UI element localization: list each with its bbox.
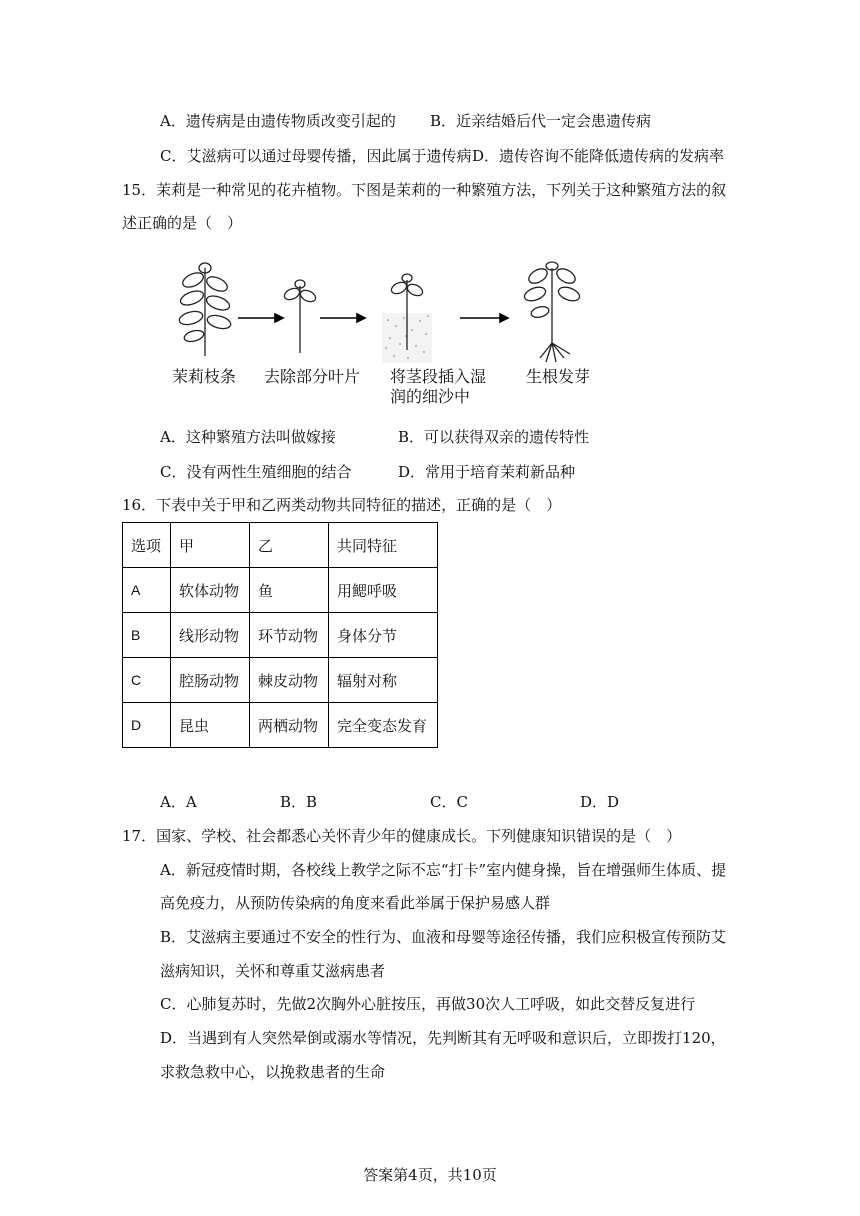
arrow-icon-1 [238, 314, 283, 322]
q17-option-c: C．心肺复苏时，先做2次胸外心脏按压，再做30次人工呼吸，如此交替反复进行 [160, 995, 696, 1013]
table-header-cell: 乙 [250, 523, 329, 568]
table-cell: 两栖动物 [250, 703, 329, 748]
table-cell: 昆虫 [171, 703, 250, 748]
q14-option-b: B．近亲结婚后代一定会患遗传病 [430, 112, 652, 130]
table-cell: 线形动物 [171, 613, 250, 658]
q15-option-c: C．没有两性生殖细胞的结合 [160, 463, 352, 481]
q16-option-d: D．D [580, 793, 620, 811]
figure-label-1: 茉莉枝条 [172, 367, 237, 386]
figure-label-3a: 将茎段插入湿 [390, 367, 487, 386]
q16-option-a: A．A [160, 793, 197, 811]
q15-option-a: A．这种繁殖方法叫做嫁接 [160, 428, 336, 446]
q16-option-c: C．C [430, 793, 468, 811]
q17-option-a-line1: A．新冠疫情时期，各校线上教学之际不忘“打卡”室内健身操，旨在增强师生体质、提 [160, 861, 727, 879]
table-cell: B [123, 613, 171, 658]
table-cell: 环节动物 [250, 613, 329, 658]
figure-label-2: 去除部分叶片 [264, 367, 361, 386]
q14-option-c: C．艾滋病可以通过母婴传播，因此属于遗传病 [160, 147, 472, 165]
table-row [123, 613, 438, 658]
table-header-row [123, 523, 438, 568]
cutting-propagation-diagram [160, 258, 620, 368]
q15-option-b: B．可以获得双亲的遗传特性 [398, 428, 590, 446]
arrow-icon-3 [460, 314, 508, 322]
q17-option-d-line2: 求救急救中心，以挽救患者的生命 [160, 1063, 386, 1081]
q17-stem: 17．国家、学校、社会都悉心关怀青少年的健康成长。下列健康知识错误的是（ ） [122, 827, 682, 845]
table-cell: C [123, 658, 171, 703]
table-cell: 身体分节 [329, 613, 438, 658]
table-cell: 鱼 [250, 568, 329, 613]
figure-label-4: 生根发芽 [526, 367, 591, 386]
table-row [123, 658, 438, 703]
q15-stem-line1: 15．茉莉是一种常见的花卉植物。下图是茉莉的一种繁殖方法，下列关于这种繁殖方法的叙 [122, 181, 727, 199]
trimmed-stem-icon [283, 280, 318, 353]
table-header-cell: 甲 [171, 523, 250, 568]
stem-in-sand-icon [382, 274, 432, 363]
animal-comparison-table [122, 522, 438, 748]
table-cell: 腔肠动物 [171, 658, 250, 703]
table-row [123, 568, 438, 613]
table-cell: 软体动物 [171, 568, 250, 613]
table-cell: D [123, 703, 171, 748]
page-footer: 答案第4页，共10页 [363, 1166, 497, 1184]
q15-stem-line2: 述正确的是（ ） [122, 214, 243, 232]
table-cell: 棘皮动物 [250, 658, 329, 703]
q16-stem: 16．下表中关于甲和乙两类动物共同特征的描述，正确的是（ ） [122, 496, 562, 514]
table-row [123, 703, 438, 748]
table-header-cell: 共同特征 [329, 523, 438, 568]
q16-option-b: B．B [280, 793, 318, 811]
jasmine-branch-icon [178, 263, 232, 356]
q17-option-d-line1: D．当遇到有人突然晕倒或溺水等情况，先判断其有无呼吸和意识后，立即拨打120， [160, 1029, 726, 1047]
q17-option-a-line2: 高免疫力，从预防传染病的角度来看此举属于保护易感人群 [160, 894, 551, 912]
propagation-figure [160, 258, 620, 408]
q14-option-a: A．遗传病是由遗传物质改变引起的 [160, 112, 396, 130]
figure-label-3b: 润的细沙中 [390, 387, 471, 406]
rooted-seedling-icon [523, 262, 582, 362]
q17-option-b-line1: B．艾滋病主要通过不安全的性行为、血液和母婴等途径传播，我们应积极宣传预防艾 [160, 928, 727, 946]
table-cell: 完全变态发育 [329, 703, 438, 748]
table-cell: 辐射对称 [329, 658, 438, 703]
q14-option-d: D．遗传咨询不能降低遗传病的发病率 [472, 147, 725, 165]
table-cell: 用鳃呼吸 [329, 568, 438, 613]
arrow-icon-2 [320, 314, 365, 322]
table-cell: A [123, 568, 171, 613]
q15-option-d: D．常用于培育茉莉新品种 [398, 463, 576, 481]
table-header-cell: 选项 [123, 523, 171, 568]
q17-option-b-line2: 滋病知识，关怀和尊重艾滋病患者 [160, 962, 386, 980]
